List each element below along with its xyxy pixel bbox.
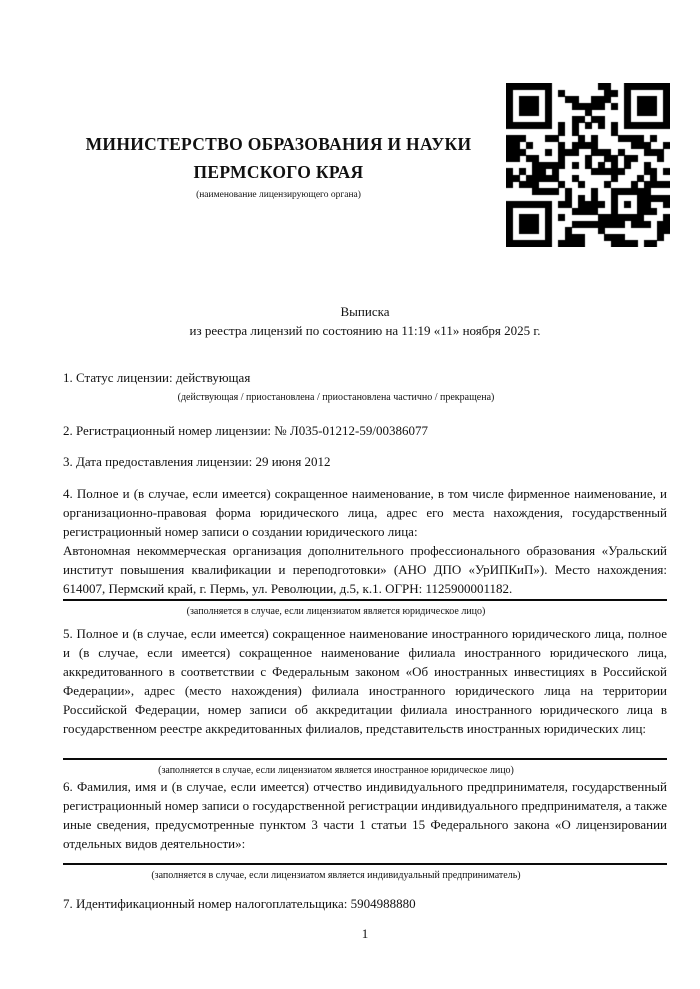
qr-code-canvas bbox=[506, 83, 670, 247]
license-date-text: 3. Дата предоставления лицензии: 29 июня 2012 bbox=[63, 454, 331, 469]
license-status-note: (действующая / приостановлена / приостановлена частично / прекращена) bbox=[177, 392, 495, 403]
individual-entrepreneur-label: 6. Фамилия, имя и (в случае, если имеется) отчество индивидуального предпринимателя, государственный регистрационный номер записи о государственной регистрации индивидуального предпринимателя, а также иные сведения, предусмотренные пунктом 3 части 1 статьи 15 Федерального закона «О лицензировании отдельных видов деятельности»: bbox=[63, 779, 667, 851]
taxpayer-number-text: 7. Идентификационный номер налогоплательщика: 5904988880 bbox=[63, 896, 416, 911]
item-taxpayer-number bbox=[63, 894, 667, 913]
document-title bbox=[63, 302, 667, 340]
item-foreign-entity bbox=[63, 624, 667, 778]
foreign-entity-label: 5. Полное и (в случае, если имеется) сокращенное наименование иностранного юридического лица, полное и (в случае, если имеется) сокращенное наименование филиала иностранного юридического лица, аккредитованного в соответствии с Федеральным законом «Об иностранных инвестициях в Российской Федерации», адрес (место нахождения) филиала иностранного юридического лица на территории Российской Федерации, номер записи об аккредитации филиала иностранного юридического лица в государственном реестре аккредитованных филиалов, представительств иностранных юридических лиц: bbox=[63, 626, 667, 736]
legal-entity-value: Автономная некоммерческая организация дополнительного профессионального образования «Уральский институт повышения квалификации и переподготовки» (АНО ДПО «УрИПКиП»). Место нахождения: 614007, Пермский край, г. Пермь, ул. Революции, д.5, к.1. ОГРН: 1125900001182. bbox=[63, 543, 667, 596]
ministry-name-line2: ПЕРМСКОГО КРАЯ bbox=[193, 162, 364, 182]
fill-line bbox=[63, 599, 667, 601]
foreign-entity-note: (заполняется в случае, если лицензиатом является иностранное юридическое лицо) bbox=[158, 765, 514, 776]
fill-line bbox=[63, 758, 667, 760]
authority-caption: (наименование лицензирующего органа) bbox=[196, 190, 361, 200]
item-legal-entity bbox=[63, 484, 667, 619]
item-registration-number bbox=[63, 421, 667, 440]
ministry-name-line1: МИНИСТЕРСТВО ОБРАЗОВАНИЯ И НАУКИ bbox=[85, 134, 472, 154]
document-title-line2: из реестра лицензий по состоянию на 11:19 «11» ноября 2025 г. bbox=[189, 323, 541, 338]
document-title-line1: Выписка bbox=[340, 304, 390, 319]
licensing-authority-header bbox=[63, 130, 494, 201]
qr-code-icon bbox=[506, 83, 670, 247]
legal-entity-label: 4. Полное и (в случае, если имеется) сокращенное наименование, в том числе фирменное наименование, и организационно-правовая форма юридического лица, адрес его места нахождения, государственный регистрационный номер записи о создании юридического лица: bbox=[63, 486, 667, 539]
item-individual-entrepreneur bbox=[63, 777, 667, 883]
individual-entrepreneur-note: (заполняется в случае, если лицензиатом является индивидуальный предприниматель) bbox=[151, 870, 521, 881]
foreign-entity-value bbox=[63, 738, 667, 757]
page-number: 1 bbox=[361, 926, 369, 941]
legal-entity-note: (заполняется в случае, если лицензиатом является юридическое лицо) bbox=[186, 606, 486, 617]
registration-number-text: 2. Регистрационный номер лицензии: № Л035-01212-59/00386077 bbox=[63, 423, 429, 438]
license-status-text: 1. Статус лицензии: действующая bbox=[63, 370, 251, 385]
item-license-status bbox=[63, 368, 667, 405]
item-license-date bbox=[63, 452, 667, 471]
fill-line bbox=[63, 863, 667, 865]
